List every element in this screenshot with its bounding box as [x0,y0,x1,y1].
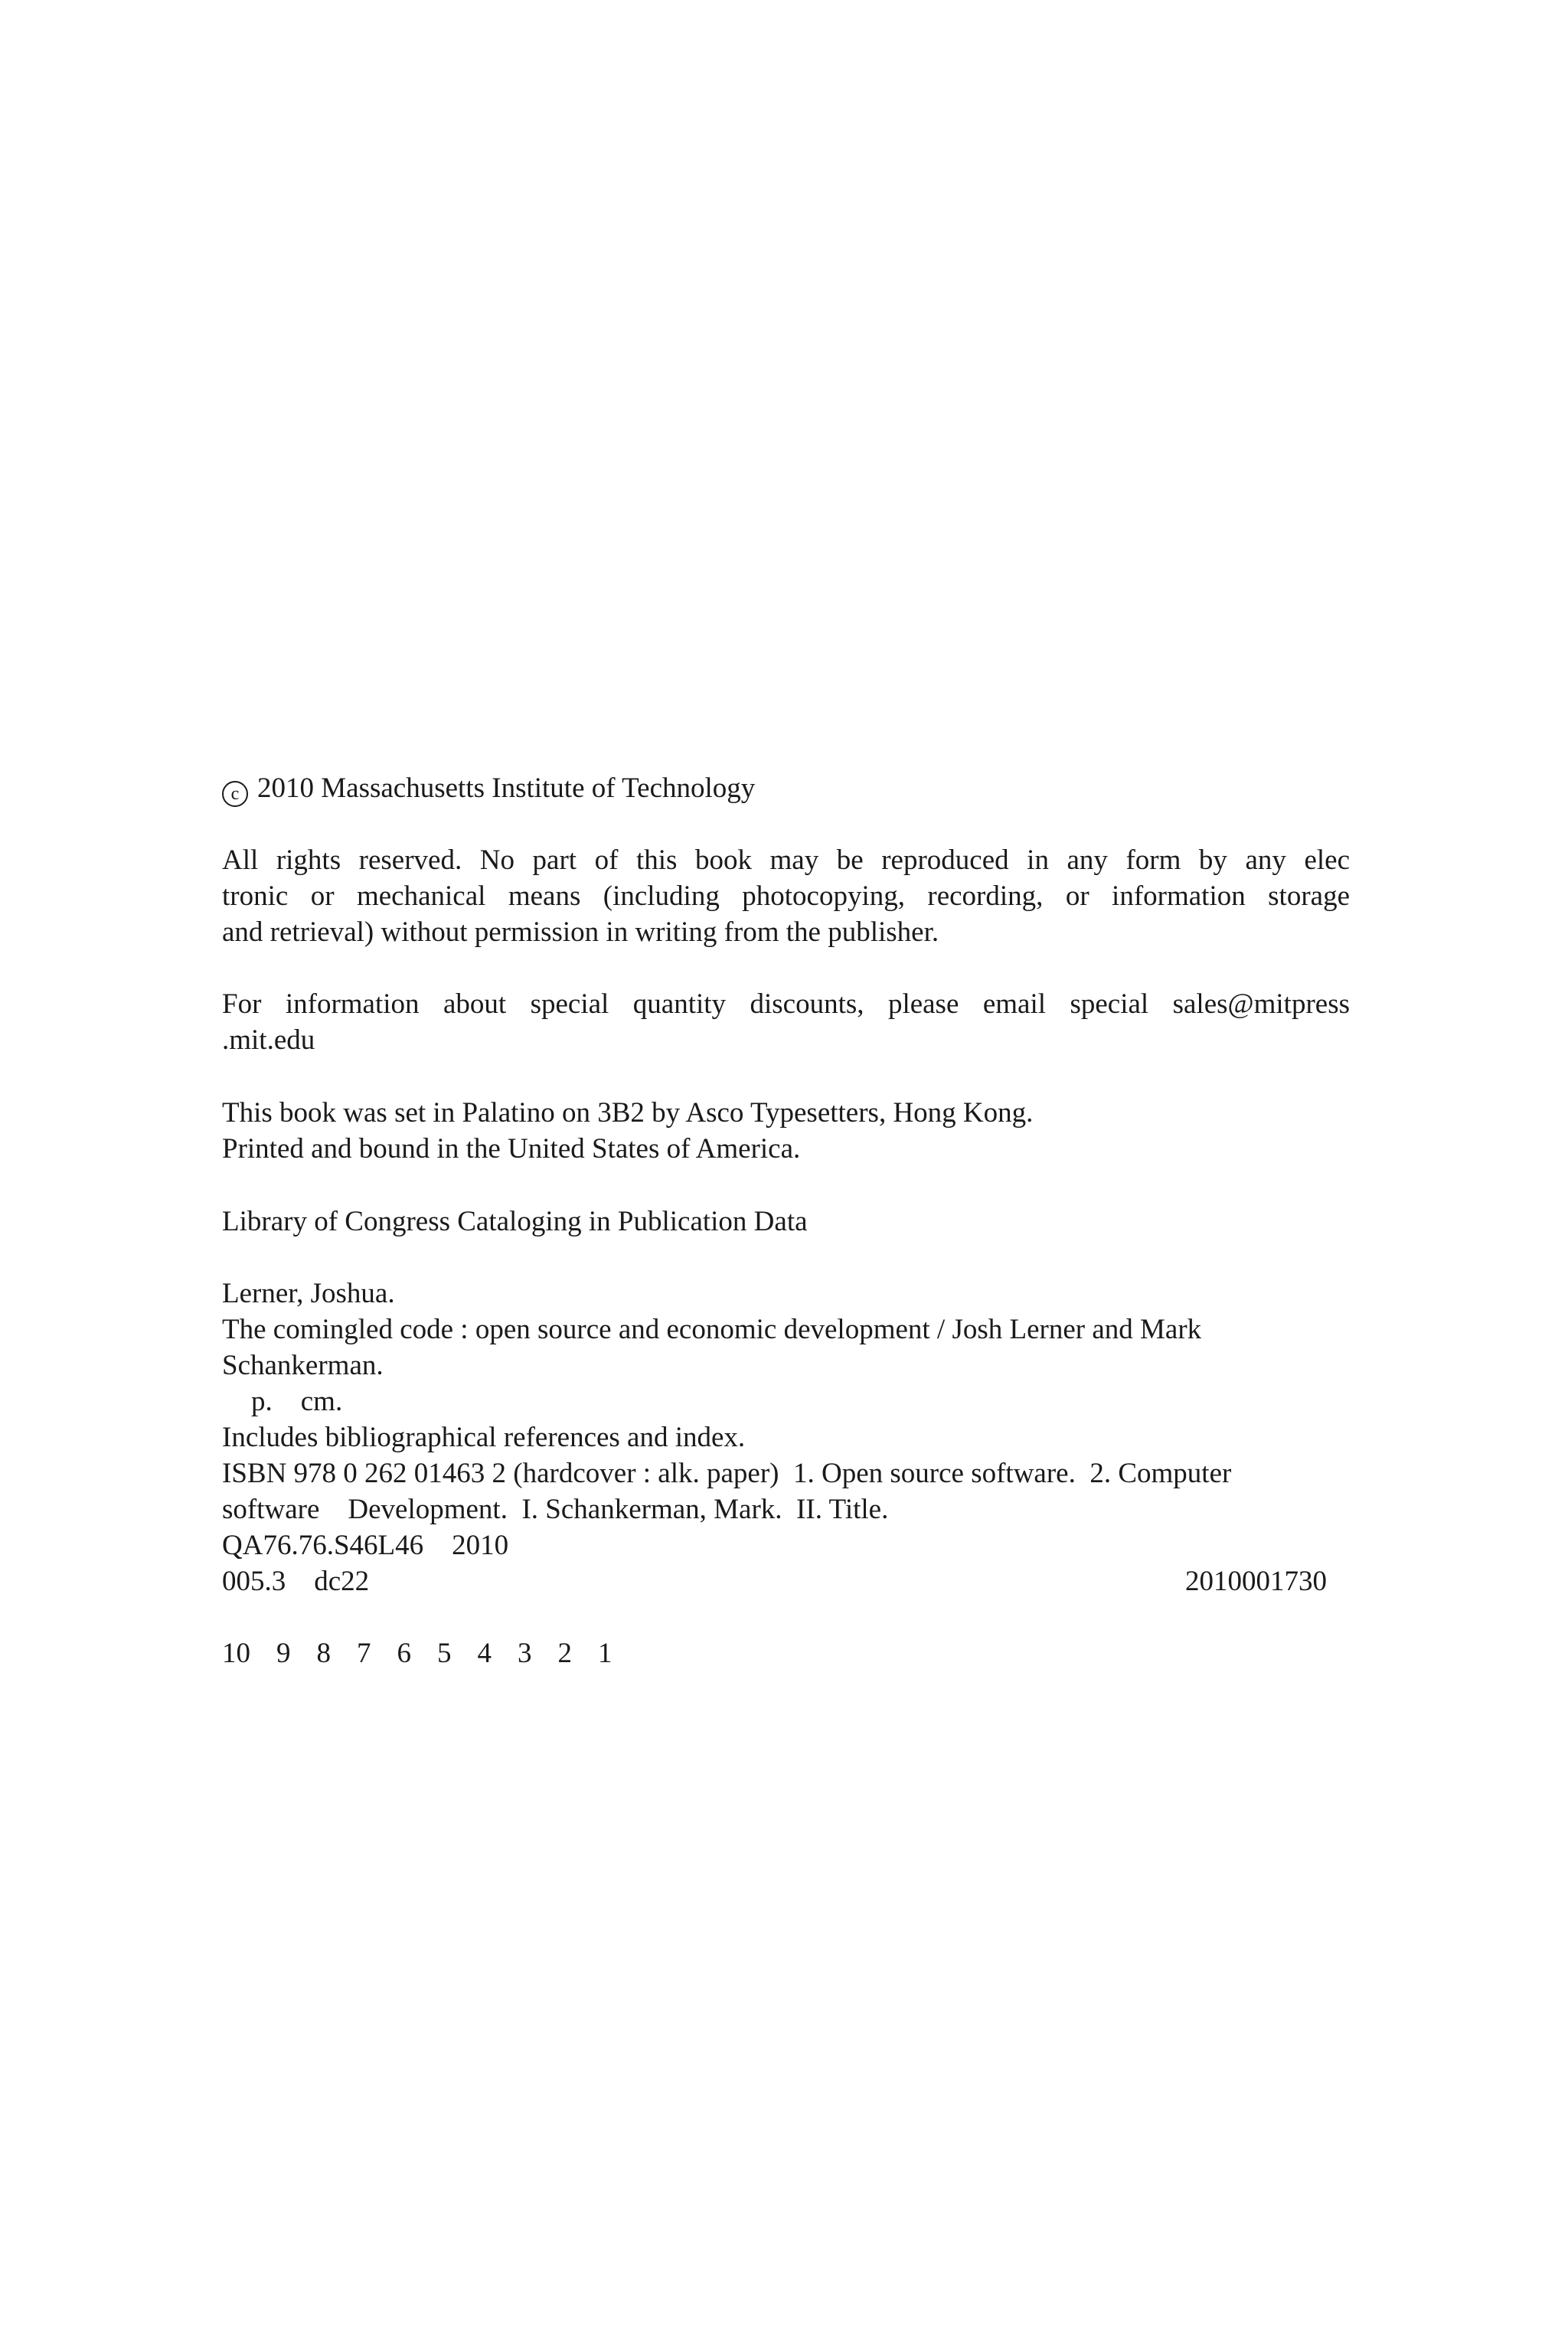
printing-number: 1 [598,1638,612,1669]
production-line-1: This book was set in Palatino on 3B2 by Asco Typesetters, Hong Kong. [222,1097,1034,1129]
discounts-paragraph [222,986,1350,1058]
cip-title-line-1: The comingled code : open source and economic development / Josh Lerner and Mark [222,1314,1202,1345]
cip-heading [222,1204,1350,1240]
cip-title-line-2: Schankerman. [222,1350,384,1381]
cip-classification-row [222,1563,1327,1599]
printing-number: 8 [316,1638,331,1669]
printing-number: 7 [357,1638,371,1669]
cip-lc-call-number: QA76.76.S46L46 2010 [222,1530,509,1561]
copyright-text: 2010 Massachusetts Institute of Technology [257,773,756,804]
cip-lccn: 2010001730 [1185,1566,1327,1597]
rights-line-3: and retrieval) without permission in writing from the publisher. [222,916,939,948]
cip-dewey: 005.3 dc22 [222,1566,370,1597]
rights-paragraph [222,842,1350,950]
copyright-symbol-icon: c [222,781,248,807]
cip-physical: p. cm. [251,1386,343,1417]
production-line-2: Printed and bound in the United States of America. [222,1133,801,1165]
printing-number: 5 [437,1638,452,1669]
production-paragraph [222,1095,1350,1167]
printing-number: 10 [222,1638,250,1669]
printing-number: 2 [557,1638,572,1669]
rights-line-1: All rights reserved. No part of this book may be reproduced in any form by any elec [222,844,1350,876]
cip-heading-text: Library of Congress Cataloging in Publication Data [222,1206,808,1237]
discounts-line-1: For information about special quantity discounts, please email special sales@mitpress [222,988,1350,1020]
printing-line [222,1635,1350,1671]
printing-number: 3 [518,1638,532,1669]
printing-number: 9 [276,1638,291,1669]
discounts-line-2: .mit.edu [222,1024,315,1056]
cip-record [222,1276,1350,1599]
printing-numbers [222,1635,1324,1671]
cip-author: Lerner, Joshua. [222,1278,395,1309]
cip-notes: Includes bibliographical references and index. [222,1422,746,1453]
cip-isbn-line-1: ISBN 978 0 262 01463 2 (hardcover : alk. paper) 1. Open source software. 2. Computer [222,1458,1232,1489]
cip-isbn-line-2: software Development. I. Schankerman, Mark. II. Title. [222,1494,889,1525]
copyright-notice [222,770,1350,807]
rights-line-2: tronic or mechanical means (including photocopying, recording, or information storage [222,880,1350,912]
printing-number: 6 [397,1638,411,1669]
printing-number: 4 [477,1638,492,1669]
